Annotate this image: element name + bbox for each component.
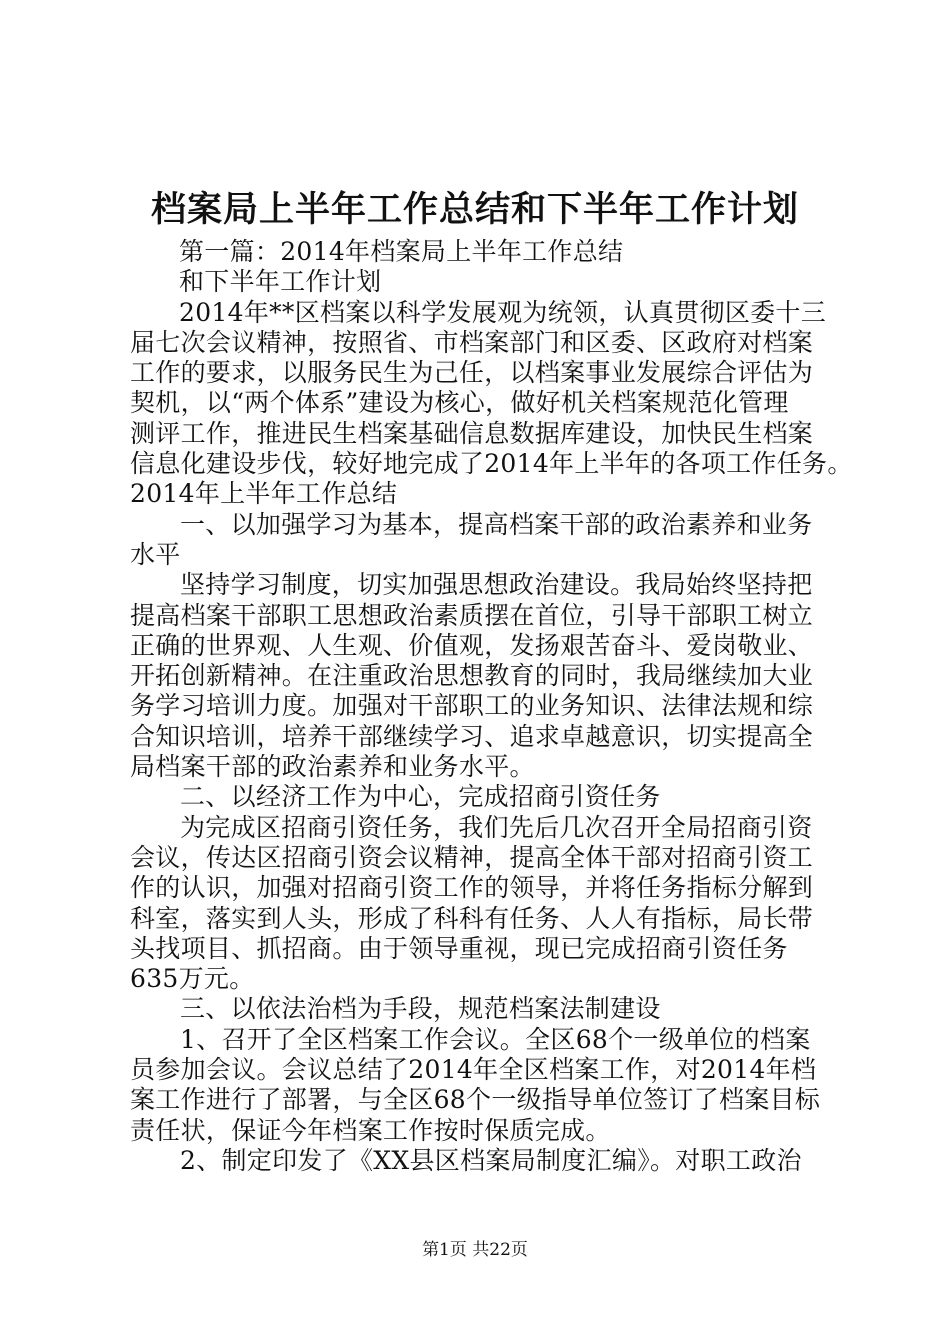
- paragraph-line: 正确的世界观、人生观、价值观，发扬艰苦奋斗、爱岗敬业、: [130, 630, 814, 660]
- section-heading-line: 第一篇：2014年档案局上半年工作总结: [179, 237, 624, 266]
- section-heading-line: 三、以依法治档为手段，规范档案法制建设: [180, 994, 661, 1024]
- paragraph-line: 届七次会议精神，按照省、市档案部门和区委、区政府对档案: [130, 327, 814, 357]
- paragraph-line: 提高档案干部职工思想政治素质摆在首位，引导干部职工树立: [130, 600, 814, 630]
- paragraph-line: 为完成区招商引资任务，我们先后几次召开全局招商引资: [180, 812, 813, 842]
- paragraph-line: 635万元。: [130, 964, 255, 994]
- paragraph-line: 坚持学习制度，切实加强思想政治建设。我局始终坚持把: [180, 570, 813, 600]
- paragraph-line: 测评工作，推进民生档案基础信息数据库建设，加快民生档案: [130, 418, 814, 448]
- paragraph-line: 会议，传达区招商引资会议精神，提高全体干部对招商引资工: [130, 842, 814, 872]
- paragraph-line: 开拓创新精神。在注重政治思想教育的同时，我局继续加大业: [130, 661, 814, 691]
- paragraph-line: 责任状，保证今年档案工作按时保质完成。: [130, 1115, 611, 1145]
- paragraph-line: 2014年**区档案以科学发展观为统领，认真贯彻区委十三: [179, 297, 827, 327]
- paragraph-line: 案工作进行了部署，与全区68个一级指导单位签订了档案目标: [130, 1085, 821, 1115]
- document-body: [130, 237, 853, 1176]
- paragraph-line: 作的认识，加强对招商引资工作的领导，并将任务指标分解到: [130, 873, 814, 903]
- document-title: 档案局上半年工作总结和下半年工作计划: [150, 190, 799, 230]
- paragraph-line: 2014年上半年工作总结: [130, 479, 398, 509]
- paragraph-line: 局档案干部的政治素养和业务水平。: [130, 752, 535, 782]
- paragraph-line: 务学习培训力度。加强对干部职工的业务知识、法律法规和综: [130, 691, 814, 721]
- paragraph-line: 2、制定印发了《XX县区档案局制度汇编》。对职工政治: [180, 1145, 802, 1175]
- paragraph-line: 科室，落实到人头，形成了科科有任务、人人有指标，局长带: [130, 903, 814, 933]
- section-heading-line: 一、以加强学习为基本，提高档案干部的政治素养和业务: [180, 509, 813, 539]
- paragraph-line: 信息化建设步伐，较好地完成了2014年上半年的各项工作任务。: [130, 449, 853, 479]
- paragraph-line: 契机，以“两个体系”建设为核心，做好机关档案规范化管理: [130, 388, 789, 418]
- page-number-footer: 第1页 共22页: [422, 1240, 528, 1260]
- section-heading-line: 水平: [130, 539, 181, 569]
- paragraph-line: 头找项目、抓招商。由于领导重视，现已完成招商引资任务: [130, 933, 788, 963]
- paragraph-line: 工作的要求，以服务民生为己任，以档案事业发展综合评估为: [130, 358, 814, 388]
- paragraph-line: 1、召开了全区档案工作会议。全区68个一级单位的档案: [180, 1024, 811, 1054]
- paragraph-line: 员参加会议。会议总结了2014年全区档案工作，对2014年档: [130, 1055, 817, 1085]
- section-heading-line: 二、以经济工作为中心，完成招商引资任务: [180, 782, 661, 812]
- paragraph-line: 合知识培训，培养干部继续学习、追求卓越意识，切实提高全: [130, 721, 814, 751]
- section-heading-line: 和下半年工作计划: [179, 267, 382, 297]
